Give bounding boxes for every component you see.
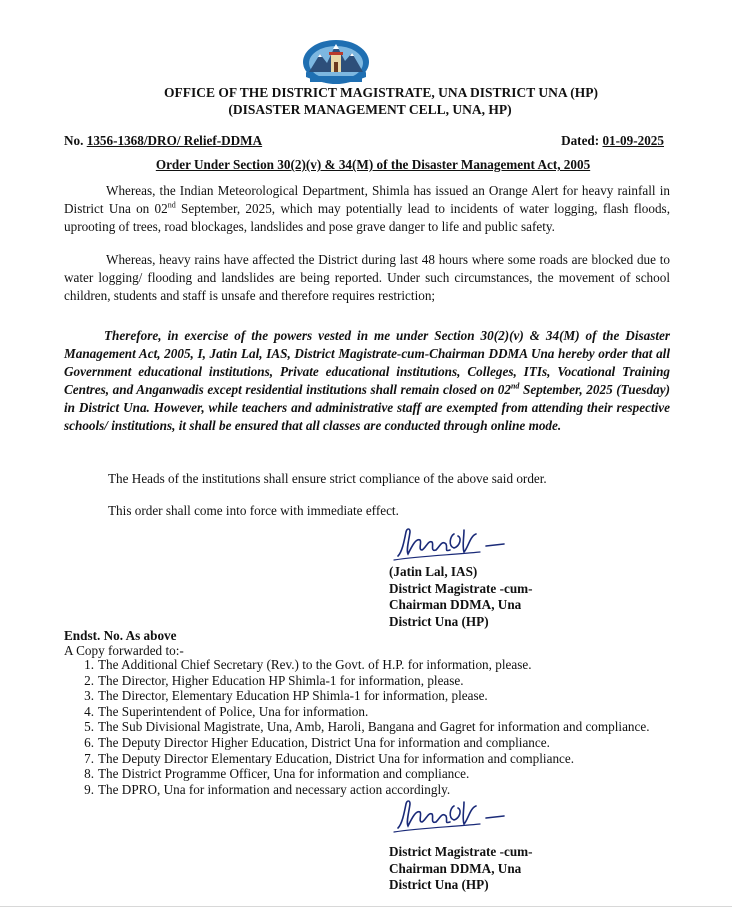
copy-recipient-list xyxy=(64,657,650,797)
list-item xyxy=(64,719,650,735)
list-item-number: 3. xyxy=(84,688,94,704)
signatory-block xyxy=(389,844,533,894)
list-item-text: The Additional Chief Secretary (Rev.) to the Govt. of H.P. for information, please. xyxy=(98,657,532,672)
signatory-designation-line1: District Magistrate -cum- xyxy=(389,580,533,596)
list-item-number: 9. xyxy=(84,781,94,797)
office-subtitle: (DISASTER MANAGEMENT CELL, UNA, HP) xyxy=(228,102,512,117)
order-subject xyxy=(0,156,732,174)
list-item-number: 4. xyxy=(84,703,94,719)
signatory-block xyxy=(389,564,533,630)
list-item-text: The Deputy Director Higher Education, District Una for information and compliance. xyxy=(98,734,550,750)
handwritten-signature xyxy=(390,794,520,836)
paragraph-imd-alert xyxy=(64,182,670,236)
ordinal-suffix: nd xyxy=(167,200,176,210)
paragraph-imd-alert-part2: September, 2025, which may potentially lead to incidents of water logging, flash floods, uprooting of trees, road blockages, landslides and pose grave danger to life and public safety. xyxy=(64,201,670,234)
list-item-text: The Deputy Director Elementary Education, District Una for information and compliance. xyxy=(98,750,575,766)
order-date-label: Dated: xyxy=(561,133,600,148)
list-item-text: The Sub Divisional Magistrate, Una, Amb, Haroli, Bangana and Gagret for information and compliance. xyxy=(98,719,650,735)
list-item xyxy=(64,782,650,798)
list-item xyxy=(64,751,650,767)
list-item-text: The DPRO, Una for information and necessary action accordingly. xyxy=(98,781,451,797)
list-item-text: The Director, Elementary Education HP Shimla-1 for information, please. xyxy=(98,688,488,704)
signatory-name: (Jatin Lal, IAS) xyxy=(389,564,478,579)
ordinal-suffix: nd xyxy=(510,381,520,391)
paragraph-heavy-rains: Whereas, heavy rains have affected the District during last 48 hours where some roads are blocked due to water logging/ flooding and landslides are being reported. Under such circumstances, the movement of school children, students and staff is unsafe and therefore requires restriction; xyxy=(64,252,670,303)
endorsement-number: Endst. No. As above xyxy=(64,628,177,643)
list-item-text: The Director, Higher Education HP Shimla-1 for information, please. xyxy=(98,672,464,688)
order-subject-text: Order Under Section 30(2)(v) & 34(M) of the Disaster Management Act, 2005 xyxy=(155,157,591,172)
paragraph-compliance: The Heads of the institutions shall ensure strict compliance of the above said order. xyxy=(108,471,547,486)
signatory-designation-line3: District Una (HP) xyxy=(389,613,489,629)
list-item-text: The Superintendent of Police, Una for information. xyxy=(98,703,369,719)
list-item xyxy=(64,688,650,704)
order-date xyxy=(561,132,664,150)
paragraph-order xyxy=(64,327,670,435)
list-item-number: 8. xyxy=(84,766,94,782)
reference-number-label: No. xyxy=(64,133,84,148)
reference-number xyxy=(64,132,262,150)
signatory-designation-line2: Chairman DDMA, Una xyxy=(389,597,522,612)
order-date-value: 01-09-2025 xyxy=(602,133,664,148)
copy-forwarded-heading: A Copy forwarded to:- xyxy=(64,643,184,658)
signatory-designation-line3: District Una (HP) xyxy=(389,877,489,892)
himachal-emblem-icon xyxy=(300,32,372,84)
list-item xyxy=(64,673,650,689)
list-item xyxy=(64,704,650,720)
list-item-number: 1. xyxy=(84,657,94,672)
paragraph-order-part1: Therefore, in exercise of the powers vested in me under Section 30(2)(v) & 34(M) of the Disaster Management Act, 2005, I, Jatin Lal, IAS, District Magistrate-cum-Chairman DDMA Una hereby order that all Government educational institutions, Private educational institutions, Colleges, ITIs, Vocational Training Centres, and Anganwadis except residential institutions shall remain closed on 02 xyxy=(64,328,670,397)
office-title: OFFICE OF THE DISTRICT MAGISTRATE, UNA DISTRICT UNA (HP) xyxy=(164,85,598,100)
list-item-number: 7. xyxy=(84,750,94,766)
reference-number-value: 1356-1368/DRO/ Relief-DDMA xyxy=(86,133,263,148)
handwritten-signature xyxy=(390,522,520,564)
list-item xyxy=(64,766,650,782)
paragraph-imd-alert-part1: Whereas, the Indian Meteorological Department, Shimla has issued an Orange Alert for heavy rainfall in District Una on 02 xyxy=(64,183,670,216)
paragraph-effect: This order shall come into force with immediate effect. xyxy=(108,503,399,518)
list-item-text: The District Programme Officer, Una for information and compliance. xyxy=(98,766,470,782)
signatory-designation-line2: Chairman DDMA, Una xyxy=(389,860,522,876)
list-item xyxy=(64,735,650,751)
paragraph-order-part2: September, 2025 (Tuesday) in District Una. However, while teachers and administrative staff are exempted from attending their respective schools/ institutions, it shall be ensured that all classes are conducted through online mode. xyxy=(64,382,670,433)
list-item-number: 2. xyxy=(84,672,94,688)
list-item-number: 5. xyxy=(84,719,94,735)
list-item xyxy=(64,657,650,673)
signatory-designation-line1: District Magistrate -cum- xyxy=(389,844,533,859)
list-item-number: 6. xyxy=(84,734,94,750)
page-bottom-divider xyxy=(0,906,732,907)
